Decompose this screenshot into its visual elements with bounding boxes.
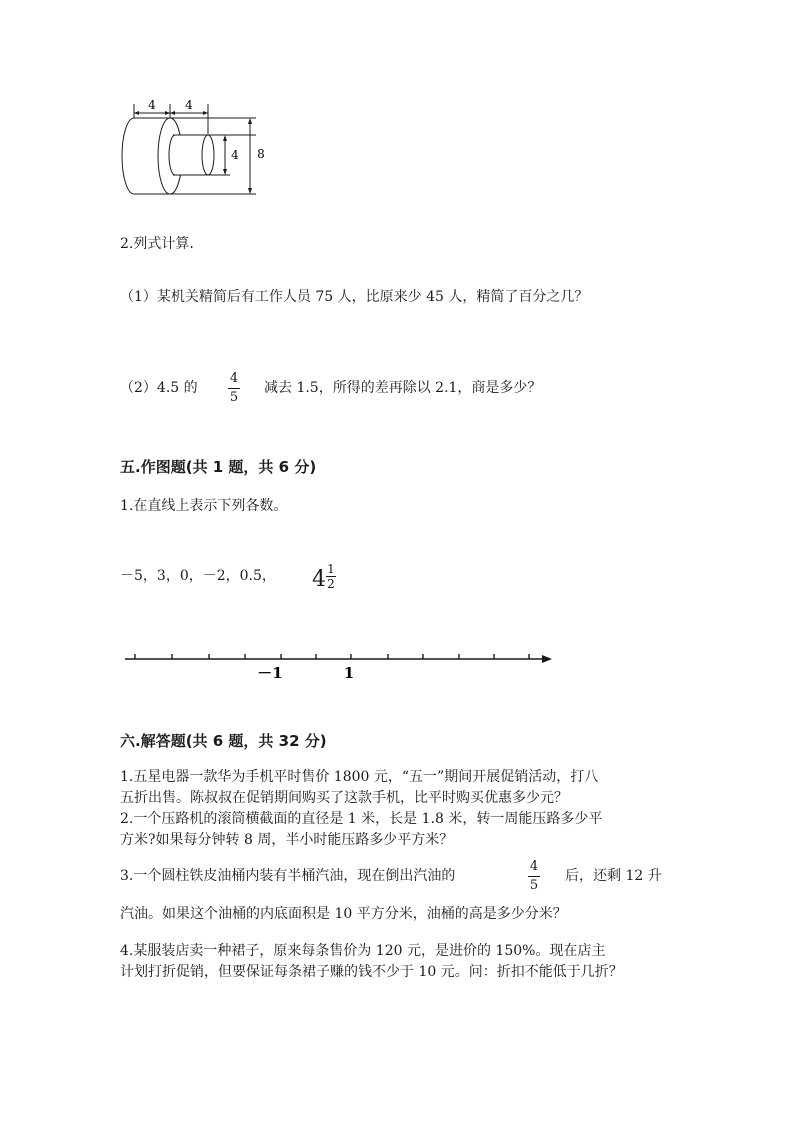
question-2-title: 2.列式计算.: [120, 236, 194, 252]
section-5-question-1: 1.在直线上表示下列各数。: [120, 498, 288, 514]
question-6-4-line-1: 4.某服装店卖一种裙子，原来每条售价为 120 元，是进价的 150%。现在店主: [120, 943, 606, 959]
cylinder-figure: [118, 94, 278, 198]
small-cylinder-face: [202, 135, 214, 175]
axis-label-one: 1: [343, 664, 355, 682]
fraction-four-fifths-q3: [528, 860, 540, 893]
question-2-sub2-prefix: （2）4.5 的: [120, 380, 198, 396]
question-6-3-suffix: 后，还剩 12 升: [565, 868, 662, 884]
mixed-numerator: 1: [327, 562, 335, 576]
mixed-denominator: 2: [327, 577, 335, 591]
mixed-whole: 4: [312, 567, 326, 592]
question-6-3-line-2: 汽油。如果这个油桶的内底面积是 10 平方分米，油桶的高是多少分米？: [120, 906, 567, 922]
question-2-sub2-suffix: 减去 1.5，所得的差再除以 2.1，商是多少？: [264, 380, 542, 396]
number-list: －5，3，0，－2，0.5，: [120, 568, 276, 584]
number-line-arrow: [542, 655, 552, 663]
fraction-numerator: 4: [229, 371, 239, 386]
mixed-number-four-and-a-half: [312, 563, 338, 597]
dim-label-top-left: 4: [148, 98, 156, 112]
question-6-1-line-1: 1.五星电器一款华为手机平时售价 1800 元，“五一”期间开展促销活动，打八: [120, 769, 599, 785]
fraction-numerator: 4: [529, 859, 539, 874]
question-6-4-line-2: 计划打折促销，但要保证每条裙子赚的钱不少于 10 元。问：折扣不能低于几折？: [120, 964, 623, 980]
dim-label-inner-height: 4: [231, 148, 239, 162]
axis-label-minus-one: －1: [257, 664, 283, 682]
section-6-heading: 六.解答题(共 6 题，共 32 分): [120, 732, 327, 750]
section-5-heading: 五.作图题(共 1 题，共 6 分): [120, 458, 317, 476]
dim-label-outer-height: 8: [257, 147, 265, 161]
number-line: [120, 648, 560, 684]
question-6-2-line-2: 方米?如果每分钟转 8 周，半小时能压路多少平方米？: [120, 832, 454, 848]
fraction-denominator: 5: [229, 390, 239, 405]
dim-label-top-right: 4: [185, 98, 193, 112]
fraction-denominator: 5: [529, 878, 539, 893]
question-2-sub1: （1）某机关精简后有工作人员 75 人，比原来少 45 人，精简了百分之几？: [120, 289, 589, 305]
question-6-1-line-2: 五折出售。陈叔叔在促销期间购买了这款手机，比平时购买优惠多少元？: [120, 790, 568, 806]
question-6-3-prefix: 3.一个圆柱铁皮油桶内装有半桶汽油，现在倒出汽油的: [120, 868, 456, 884]
question-6-2-line-1: 2.一个压路机的滚筒横截面的直径是 1 米，长是 1.8 米，转一周能压路多少平: [120, 811, 603, 827]
fraction-four-fifths: [228, 372, 240, 405]
